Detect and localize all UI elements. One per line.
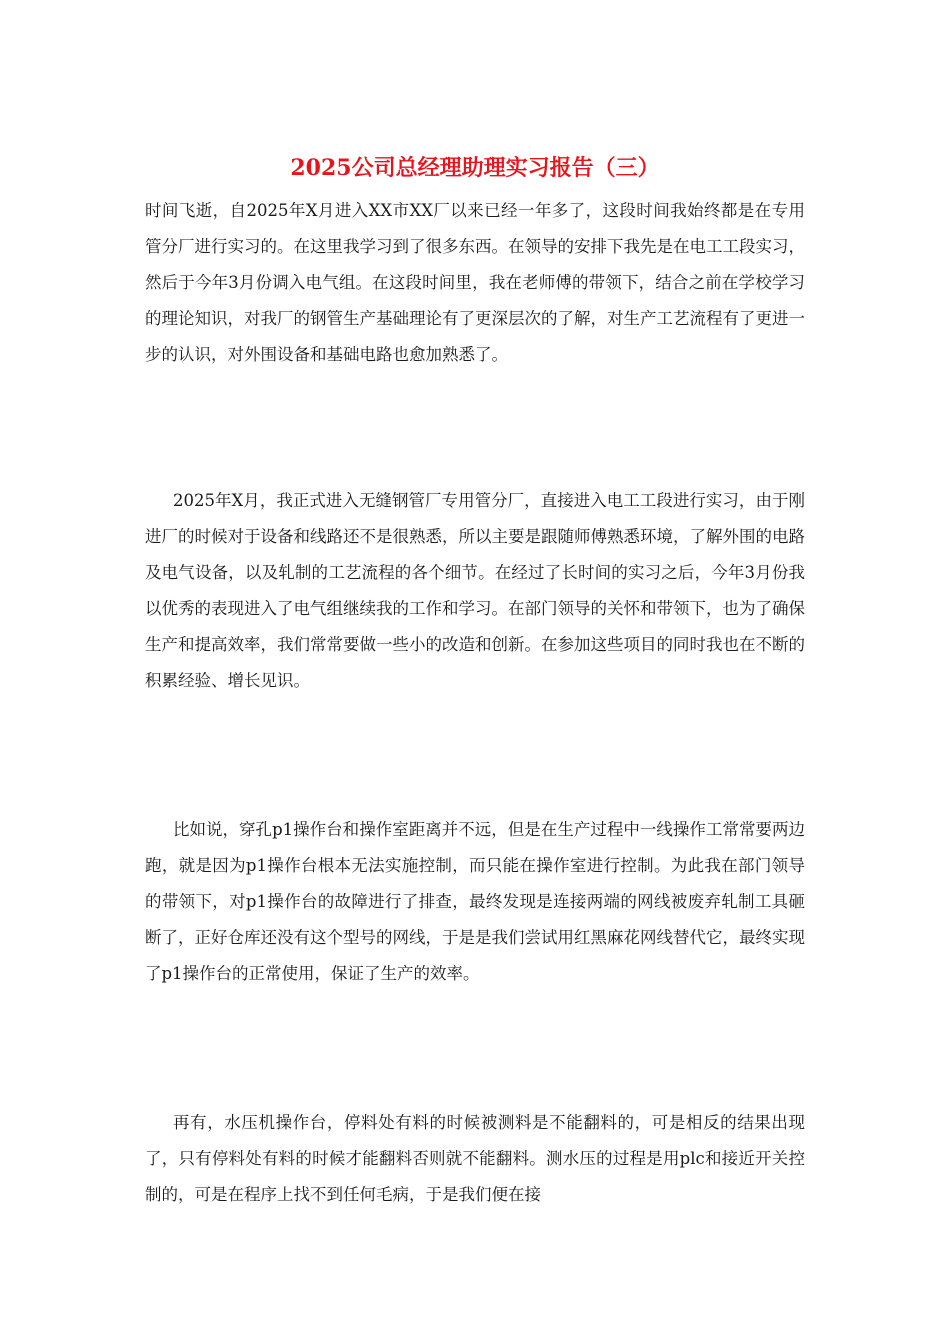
paragraph-3: 比如说，穿孔p1操作台和操作室距离并不远，但是在生产过程中一线操作工常常要两边跑，就是因为p1操作台根本无法实施控制，而只能在操作室进行控制。为此我在部门领导的带领下，对p1操作台的故障进行了排查，最终发现是连接两端的网线被废弃轧制工具砸断了，正好仓库还没有这个型号的网线，于是是我们尝试用红黑麻花网线替代它，最终实现了p1操作台的正常使用，保证了生产的效率。 <box>145 820 805 983</box>
paragraph-1: 时间飞逝，自2025年X月进入XX市XX厂以来已经一年多了，这段时间我始终都是在专用管分厂进行实习的。在这里我学习到了很多东西。在领导的安排下我先是在电工工段实习，然后于今年3月份调入电气组。在这段时间里，我在老师傅的带领下，结合之前在学校学习的理论知识，对我厂的钢管生产基础理论有了更深层次的了解，对生产工艺流程有了更进一步的认识，对外围设备和基础电路也愈加熟悉了。 <box>145 201 805 364</box>
paragraph-4: 再有，水压机操作台，停料处有料的时候被测料是不能翻料的，可是相反的结果出现了，只有停料处有料的时候才能翻料否则就不能翻料。测水压的过程是用plc和接近开关控制的，可是在程序上找不到任何毛病，于是我们便在接 <box>145 1113 805 1204</box>
document-title: 2025公司总经理助理实习报告（三） <box>290 155 660 181</box>
paragraph-2: 2025年X月，我正式进入无缝钢管厂专用管分厂，直接进入电工工段进行实习，由于刚进厂的时候对于设备和线路还不是很熟悉，所以主要是跟随师傅熟悉环境，了解外围的电路及电气设备，以及轧制的工艺流程的各个细节。在经过了长时间的实习之后，今年3月份我以优秀的表现进入了电气组继续我的工作和学习。在部门领导的关怀和带领下，也为了确保生产和提高效率，我们常常要做一些小的改造和创新。在参加这些项目的同时我也在不断的积累经验、增长见识。 <box>145 491 805 690</box>
